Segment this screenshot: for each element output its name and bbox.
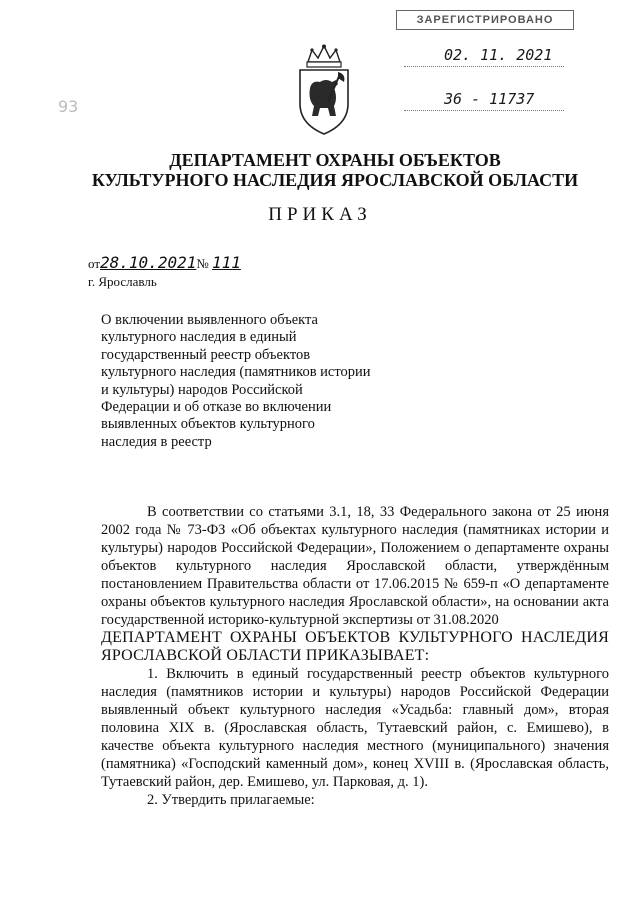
stamp-number-line [404, 110, 564, 111]
department-line-1: ДЕПАРТАМЕНТ ОХРАНЫ ОБЪЕКТОВ [169, 150, 501, 170]
svg-text:93: 93 [58, 97, 79, 116]
document-type: ПРИКАЗ [268, 204, 372, 225]
stamp-title: ЗАРЕГИСТРИРОВАНО [396, 10, 574, 30]
date-prefix: от [88, 256, 101, 271]
order-date-line [88, 253, 241, 272]
stamp-number: 36 - 11737 [444, 90, 535, 108]
order-number: 111 [212, 253, 241, 272]
order-subject: О включении выявленного объекта культурного наследия в единый государственный реестр объектов культурного наследия (памятников истории и культуры) народов Российской Федерации и об отказе во включении выявленных объектов культурного наследия в реестр [101, 312, 371, 450]
department-line-2: КУЛЬТУРНОГО НАСЛЕДИЯ ЯРОСЛАВСКОЙ ОБЛАСТИ [91, 170, 579, 190]
order-city: г. Ярославль [88, 274, 157, 289]
scan-mark [56, 92, 80, 120]
order-date: 28.10.2021 [100, 253, 197, 272]
order-body [101, 503, 609, 809]
stamp-date: 02. 11. 2021 [444, 46, 553, 64]
stamp-date-line [404, 66, 564, 67]
order-item-1: 1. Включить в единый государственный реестр объектов культурного наследия (памятников истории и культуры) народов Российской Федерации выявленный объект культурного наследия «Усадьба: главный дом», вторая половина XIX в. (Ярославская область, Тутаевский район, с. Емишево), в качестве объекта культурного наследия местного (муниципального) значения (памятника) «Господский каменный дом», конец XVIII в. (Ярославская область, Тутаевский район, дер. Емишево, ул. Парковая, д. 1). [101, 666, 609, 790]
preamble-paragraph: В соответствии со статьями 3.1, 18, 33 Федерального закона от 25 июня 2002 года № 73-ФЗ «Об объектах культурного наследия (памятниках истории и культуры) народов Российской Федерации», Положением о департаменте охраны объектов культурного наследия Ярославской области, утверждённым постановлением Правительства области от 17.06.2015 № 659-п «О департаменте охраны объектов культурного наследия Ярославской области», на основании акта государственной историко-культурной экспертизы от 31.08.2020 [101, 504, 609, 628]
order-phrase: ДЕПАРТАМЕНТ ОХРАНЫ ОБЪЕКТОВ КУЛЬТУРНОГО НАСЛЕДИЯ ЯРОСЛАВСКОЙ ОБЛАСТИ ПРИКАЗЫВАЕТ: [101, 629, 609, 664]
registration-stamp [396, 10, 572, 110]
number-prefix: № [196, 256, 209, 271]
order-item-2: 2. Утвердить прилагаемые: [147, 792, 315, 808]
coat-of-arms-icon [288, 44, 360, 136]
department-name [40, 150, 630, 190]
